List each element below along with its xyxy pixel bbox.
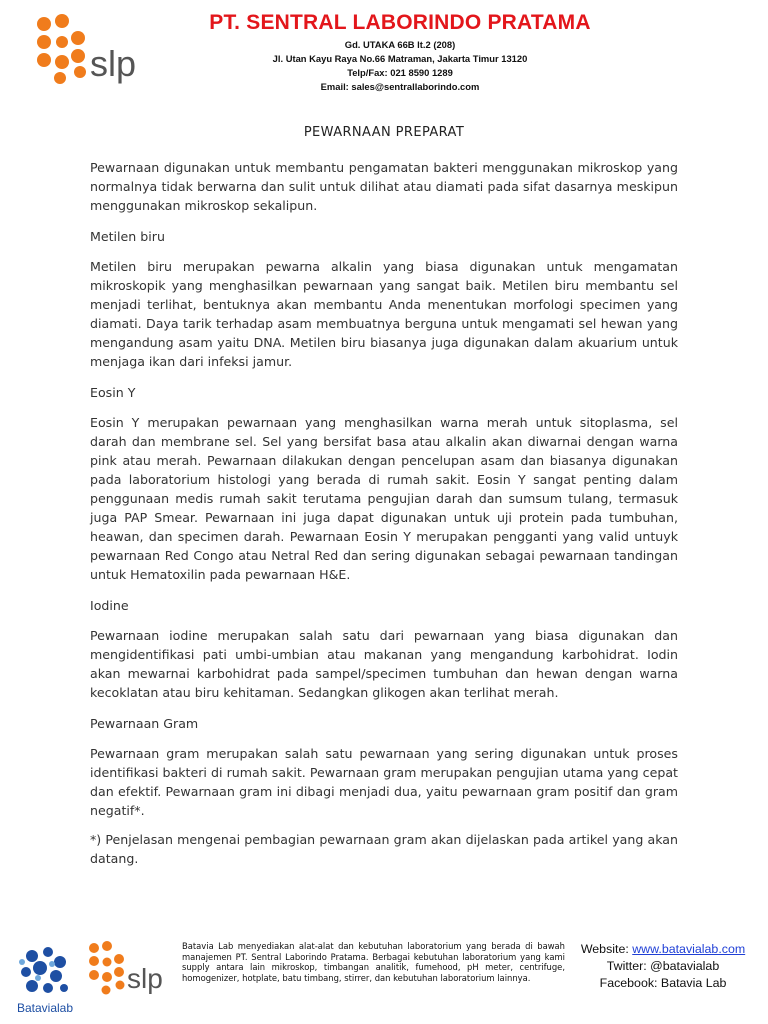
address-line: Gd. UTAKA 66B lt.2 (208) [344,39,456,50]
document-title: PEWARNAAN PREPARAT [303,125,465,140]
email-line: Email: sales@sentrallaborindo.com [320,81,480,92]
section-text-pewarnaan-gram: Pewarnaan gram merupakan salah satu pewarnaan yang sering digunakan untuk proses identifikasi bakteri di rumah sakit. Pewarnaan gram merupakan pengujian utama yang cepat dan efektif. Pewarnaan gram ini dibagi menjadi dua, yaitu pewarnaan gram positif dan gram negatif*. [90,746,678,818]
slp-footer-logo [84,938,176,1002]
section-text-eosin-y: Eosin Y merupakan pewarnaan yang menghasilkan warna merah untuk sitoplasma, sel darah dan membrane sel. Sel yang bersifat basa atau alkalin akan diwarnai dengan warna pink atau merah. Pewarnaan dilakukan dengan pencelupan asam dan biasanya digunakan pada laboratorium histologi yang berada di rumah sakit. Eosin Y sangat penting dalam penggunaan medis rumah sakit terutama pengujian darah dan sumsum tulang, termasuk juga PAP Smear. Pewarnaan ini juga dapat digunakan untuk uji protein pada tumbuhan, heawan, dan specimen darah. Pewarnaan Eosin Y merupakan pengganti yang valid untuyk pewarnaan Red Congo atau Netral Red dan sering digunakan sebagai pewarnaan tandingan untuk Hematoxilin pada pewarnaan H&E. [90,415,678,582]
section-heading-pewarnaan-gram: Pewarnaan Gram [90,716,199,731]
phone-fax-line: Telp/Fax: 021 8590 1289 [347,67,453,78]
website-line [568,941,758,958]
company-name: PT. SENTRAL LABORINDO PRATAMA [209,11,591,34]
facebook-page: Facebook: Batavia Lab [599,976,727,990]
website-link[interactable]: www.batavialab.com [632,942,746,956]
slp-footer-logo-text: slp [127,963,163,994]
section-heading-metilen-biru: Metilen biru [90,229,165,244]
slp-logo-text: slp [90,43,137,84]
section-text-metilen-biru: Metilen biru merupakan pewarna alkalin yang biasa digunakan untuk mengamatan mikroskopik yang menghasilkan pewarnaan yang sangat baik. Metilen biru membantu sel menjadi terlihat, bentuknya akan membantu Anda menentukan morfologi specimen yang diamati. Daya tarik terhadap asam membuatnya berguna untuk mengamati sel hewan yang mengandung asam yaitu DNA. Metilen biru biasanya juga digunakan dalam akuarium untuk menjaga ikan dari infeksi jamur. [90,259,678,369]
batavialab-logo [10,938,80,1018]
section-heading-eosin-y: Eosin Y [90,385,136,400]
twitter-handle: Twitter: @batavialab [606,959,720,973]
intro-paragraph: Pewarnaan digunakan untuk membantu pengamatan bakteri menggunakan mikroskop yang normalnya tidak berwarna dan sulit untuk dilihat atau diamati pada sifat dasarnya meskipun menggunakan mikroskop sekalipun. [90,160,678,213]
section-text-iodine: Pewarnaan iodine merupakan salah satu dari pewarnaan yang biasa digunakan dan mengidentifikasi pati umbi-umbian atau makanan yang mengandung karbohidrat. Iodin akan mewarnai karbohidrat pada sampel/specimen tumbuhan dan hewan dengan warna kecoklatan atau biru kehitaman. Sedangkan glikogen akan terlihat merah. [90,628,678,700]
footnote: *) Penjelasan mengenai pembagian pewarnaan gram akan dijelaskan pada artikel yang akan datang. [90,832,678,866]
address-line: Jl. Utan Kayu Raya No.66 Matraman, Jakarta Timur 13120 [272,53,528,64]
website-label: Website: [580,942,633,956]
company-letterhead [200,10,600,93]
section-heading-iodine: Iodine [90,598,129,613]
document-body [90,158,678,868]
contact-info [568,941,758,992]
batavialab-logo-text: Batavialab [16,1001,74,1015]
slp-logo [30,10,150,90]
footer-blurb: Batavia Lab menyediakan alat-alat dan kebutuhan laboratorium yang berada di bawah manajemen PT. Sentral Laborindo Pratama. Berbagai kebutuhan laboratorium yang kami supply antara lain mikroskop, timbangan analitik, fumehood, pH meter, centrifuge, homogenizer, hotplate, batu timbang, stirrer, dan kebutuhan laboratorium lainnya. [182,941,565,983]
